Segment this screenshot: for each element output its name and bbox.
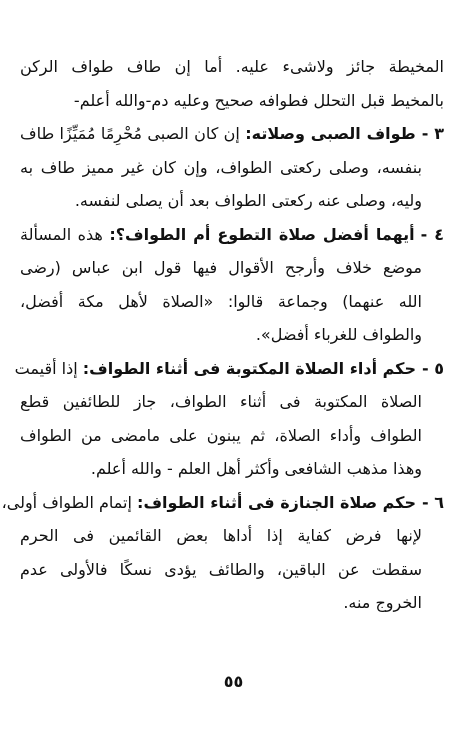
- text-line: الله عنهما) وجماعة قالوا: «الصلاة لأهل مكة أفضل،: [20, 291, 422, 311]
- text-line: سقطت عن الباقين، والطائف يؤدى نسكًا فالأولى عدم: [20, 559, 422, 579]
- item-text: هذه المسألة: [20, 224, 103, 244]
- item-first-line: [1, 486, 444, 520]
- item-heading: حكم أداء الصلاة المكتوبة فى أثناء الطواف:: [82, 358, 417, 378]
- item-heading: أيهما أفضل صلاة التطوع أم الطواف؟:: [109, 224, 415, 244]
- item-heading: حكم صلاة الجنازة فى أثناء الطواف:: [137, 492, 417, 512]
- text-line: الصلاة المكتوبة فى أثناء الطواف، جاز للطائفين قطع: [20, 392, 422, 411]
- text-line: لإنها فرض كفاية إذا أداها بعض القائمين فى الحرم: [20, 526, 422, 545]
- item-first-line: [14, 352, 444, 386]
- item-first-line: [20, 117, 444, 151]
- item-number: ٥ -: [422, 358, 444, 378]
- list-item-6: [1, 486, 444, 620]
- item-number: ٤ -: [420, 224, 445, 244]
- list-item-5: [14, 352, 444, 486]
- item-text: إتمام الطواف أولى،: [1, 492, 132, 512]
- list-item-4: [20, 218, 444, 352]
- text-line: بالمخيط قبل التحلل فطوافه صحيح وعليه دم-والله أعلم-: [73, 90, 444, 110]
- page-number: ٥٥: [223, 672, 244, 691]
- list-item-3: [20, 117, 444, 218]
- text-line: والطواف للغرباء أفضل».: [255, 325, 422, 344]
- item-number: ٦ -: [422, 492, 444, 512]
- text-line: بنفسه، وصلى ركعتى الطواف، وإن كان غير مميز طاف به: [20, 157, 422, 177]
- text-line: وهذا مذهب الشافعى وأكثر أهل العلم - والله أعلم.: [90, 459, 422, 478]
- text-line: الخروج منه.: [343, 593, 422, 612]
- item-first-line: [20, 218, 444, 252]
- text-line: موضع خلاف وأرجح الأقوال فيها قول ابن عباس (رضى: [20, 258, 422, 277]
- text-line: الطواف وأداء الصلاة، ثم يبنون على مامضى من الطواف: [20, 425, 422, 445]
- paragraph-continuation: [20, 50, 444, 117]
- item-text: إن كان الصبى مُحْرِمًا مُمَيِّزًا طاف: [20, 124, 240, 143]
- page-body: [1, 50, 445, 620]
- item-heading: طواف الصبى وصلاته:: [245, 124, 416, 143]
- text-line: المخيطة جائز ولاشىء عليه. أما إن طاف طواف الركن: [20, 57, 444, 76]
- item-text: إذا أقيمت: [14, 358, 78, 378]
- text-line: وليه، وصلى عنه ركعتى الطواف بعد أن يصلى لنفسه.: [74, 191, 422, 210]
- item-number: ٣ -: [421, 124, 444, 143]
